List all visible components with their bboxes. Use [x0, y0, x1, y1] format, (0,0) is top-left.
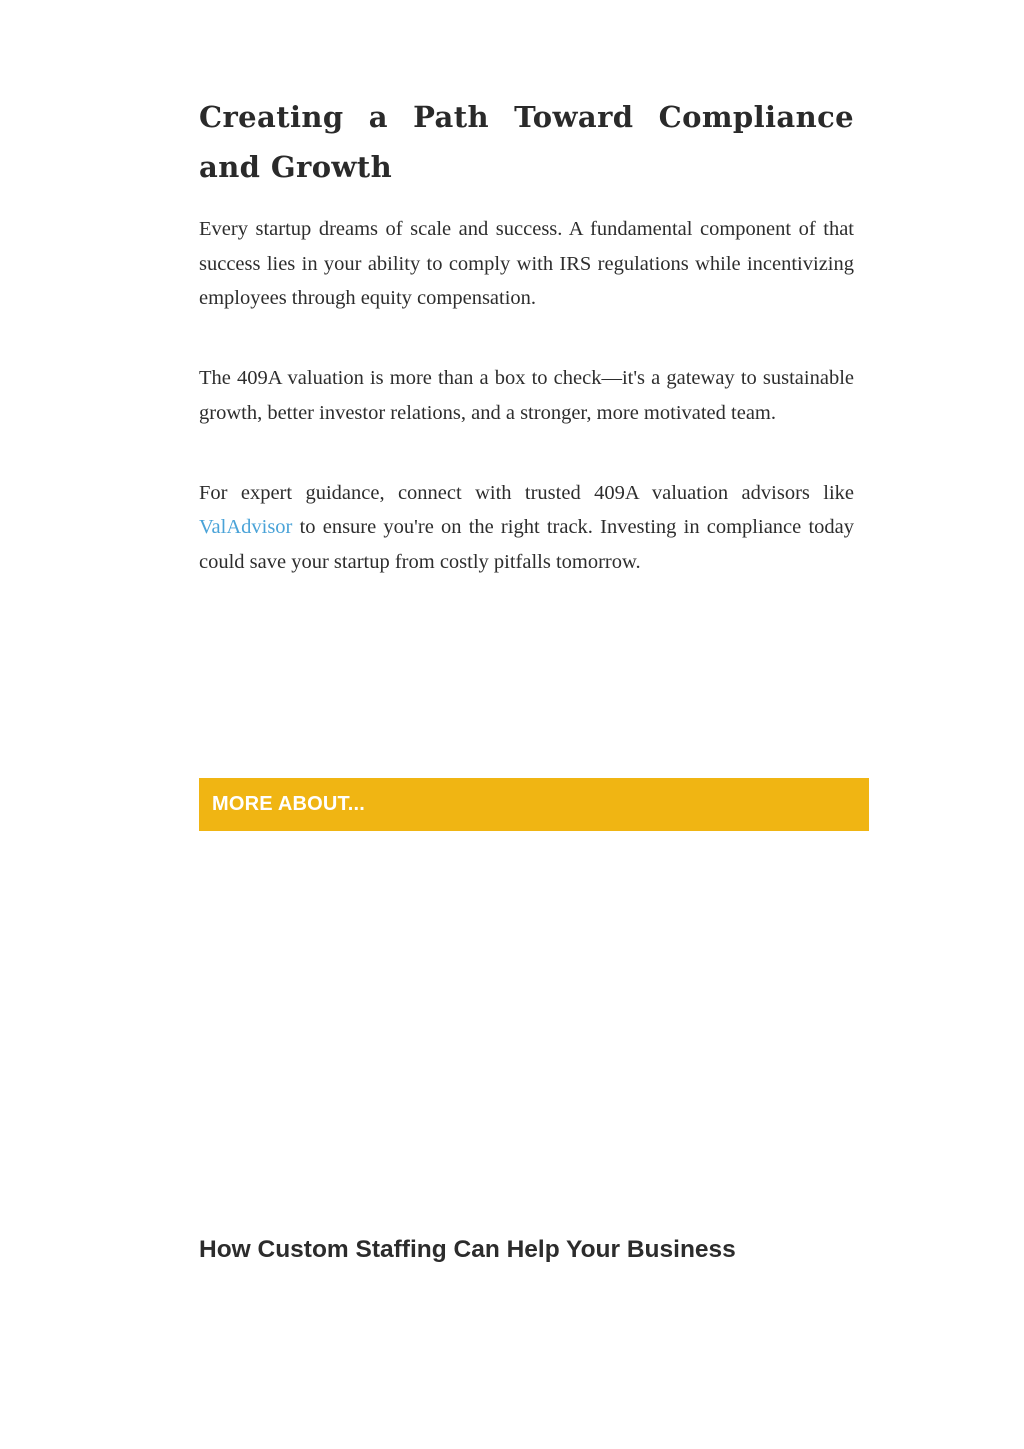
- paragraph-intro: Every startup dreams of scale and success. A fundamental component of that success lies in your ability to comply with IRS regulations while incentivizing employees through equity compensation.: [199, 218, 854, 310]
- article-body: [199, 92, 854, 580]
- more-about-label: MORE ABOUT...: [212, 793, 365, 815]
- paragraph-guidance-start: For expert guidance, connect with trusted 409A valuation advisors like: [199, 481, 854, 504]
- paragraph-guidance-end: to ensure you're on the right track. Investing in compliance today could save your startup from costly pitfalls tomorrow.: [199, 516, 854, 573]
- paragraph-guidance: [199, 476, 854, 580]
- paragraph-409a: The 409A valuation is more than a box to check—it's a gateway to sustainable growth, better investor relations, and a stronger, more motivated team.: [199, 367, 854, 424]
- valadvisor-link[interactable]: ValAdvisor: [199, 516, 293, 539]
- more-about-bar[interactable]: [199, 778, 869, 831]
- article-title: Creating a Path Toward Compliance and Growth: [199, 100, 854, 184]
- related-article-title[interactable]: How Custom Staffing Can Help Your Business: [199, 1236, 736, 1263]
